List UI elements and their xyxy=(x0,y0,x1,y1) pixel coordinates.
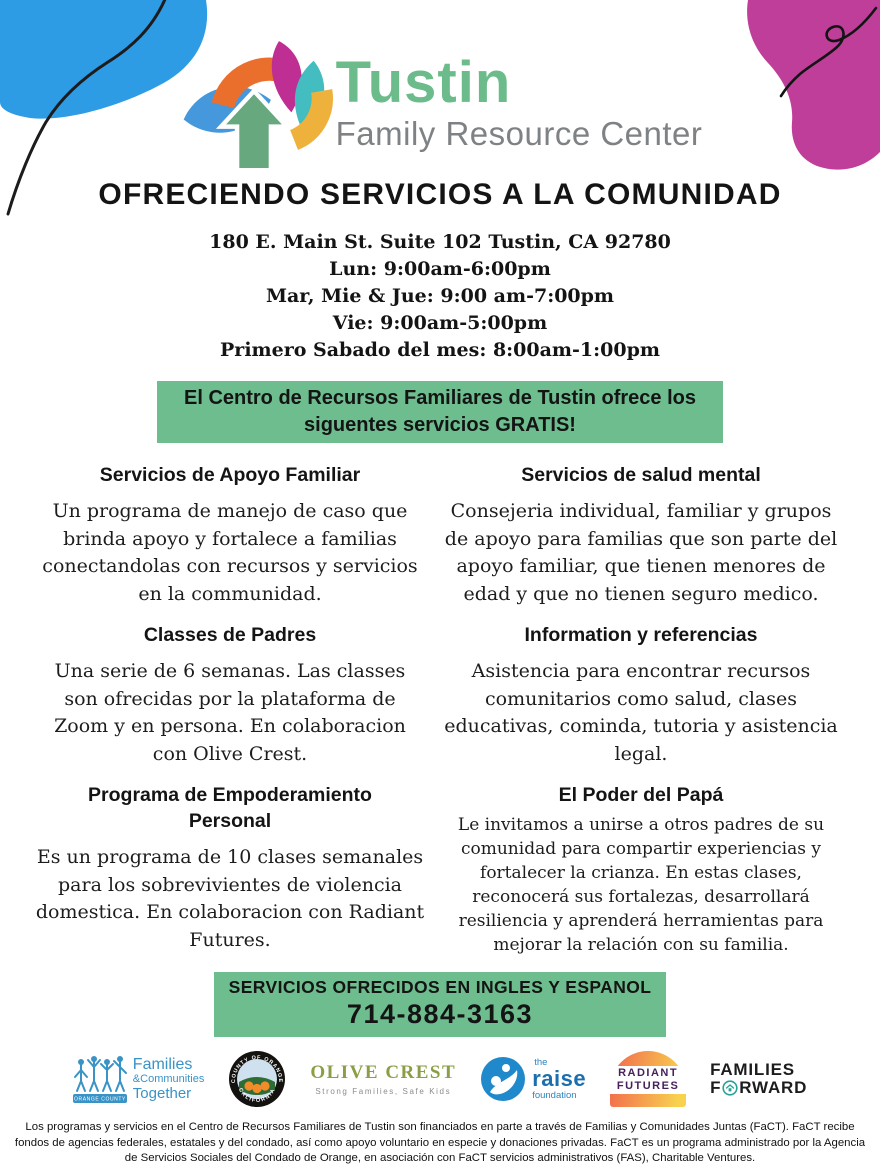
hours-line: Mar, Mie & Jue: 9:00 am-7:00pm xyxy=(265,285,615,307)
raise-foundation-logo xyxy=(480,1056,586,1102)
hours-line: Vie: 9:00am-5:00pm xyxy=(332,312,548,334)
families-forward-line2 xyxy=(710,1079,807,1097)
service-title: Information y referencias xyxy=(524,624,758,646)
service-description: Un programa de manejo de caso que brinda apoyo y fortalece a familias conectandolas con recursos y servicios en la communidad. xyxy=(42,500,418,605)
service-classes-de-padres xyxy=(29,615,431,775)
service-information-referencias xyxy=(431,615,851,775)
service-title: Servicios de salud mental xyxy=(521,464,761,486)
families-forward-line1: FAMILIES xyxy=(710,1060,795,1079)
families-forward-logo xyxy=(710,1061,807,1097)
fact-line2: &Communities xyxy=(132,1073,205,1085)
raise-foundation: foundation xyxy=(532,1089,577,1101)
free-services-banner: El Centro de Recursos Familiares de Tustin ofrece los siguentes servicios GRATIS! xyxy=(157,381,723,443)
seal-top-label: COUNTY OF ORANGE xyxy=(231,1054,284,1084)
service-description: Asistencia para encontrar recursos comunitarios como salud, clases educativas, cominda, tutoria y asistencia legal. xyxy=(444,660,838,765)
raise-the: the xyxy=(534,1057,548,1068)
fact-figures-icon xyxy=(73,1053,127,1105)
phone-number: 714-884-3163 xyxy=(346,999,534,1029)
brand-text xyxy=(335,49,703,153)
forward-start: F xyxy=(710,1078,722,1097)
service-empoderamiento-personal xyxy=(29,775,431,964)
radiant-wordmark xyxy=(610,1066,686,1094)
service-description: Es un programa de 10 clases semanales para los sobrevivientes de violencia domestica. En colaboracion con Radiant Futures. xyxy=(35,846,425,951)
radiant-futures-logo xyxy=(610,1051,686,1107)
fact-line1: Families xyxy=(132,1056,193,1073)
languages-phone-banner xyxy=(214,972,666,1037)
forward-end: RWARD xyxy=(739,1078,808,1097)
hours-line: Lun: 9:00am-6:00pm xyxy=(329,258,551,280)
fact-logo xyxy=(73,1053,205,1105)
raise-wordmark xyxy=(532,1058,586,1100)
fact-badge-label: ORANGE COUNTY xyxy=(73,1096,126,1103)
brand-subtitle: Family Resource Center xyxy=(335,114,703,152)
service-el-poder-del-papa xyxy=(431,775,851,964)
service-title: Servicios de Apoyo Familiar xyxy=(99,464,361,486)
olive-crest-logo xyxy=(310,1062,456,1096)
service-description: Consejeria individual, familiar y grupos de apoyo para familias que son parte del apoyo familiar, que tienen menores de edad y que no tienen seguro medico. xyxy=(444,500,838,605)
service-description: Le invitamos a unirse a otros padres de su comunidad para compartir experiencias y fortalecer la crianza. En estas clases, reconocerá sus fortalezas, desarrollará resiliencia y aprenderá herramientas para mejorar la relación con su familia. xyxy=(457,815,825,955)
service-salud-mental xyxy=(431,455,851,615)
page-title: OFRECIENDO SERVICIOS A LA COMUNIDAD xyxy=(98,178,782,211)
olive-crest-tagline: Strong Families, Safe Kids xyxy=(315,1087,452,1096)
contact-info xyxy=(0,229,880,364)
olive-crest-wordmark: OLIVE CREST xyxy=(310,1062,457,1083)
hours-line: Primero Sabado del mes: 8:00am-1:00pm xyxy=(220,339,660,361)
fact-wordmark xyxy=(133,1057,205,1101)
funding-disclaimer: Los programas y servicios en el Centro de Recursos Familiares de Tustin son financiados en parte a través de Familias y Comunidades Juntas (FaCT). FaCT recibe fondos de agencias federales, estatales y del condado, así como apoyo voluntario en especie y donaciones privadas. FaCT es un programa administrado por la Agencia de Servicios Sociales del Condado de Orange, en asociación con FaCT servicios administrativos (FAS), Charitable Ventures. xyxy=(14,1121,866,1164)
house-in-circle-icon xyxy=(722,1080,738,1096)
radiant-line1: RADIANT xyxy=(618,1067,679,1079)
partner-logos-row xyxy=(0,1047,880,1111)
service-description: Una serie de 6 semanas. Las classes son ofrecidas por la plataforma de Zoom y en persona. En colaboracion con Olive Crest. xyxy=(54,660,406,765)
languages-line: SERVICIOS OFRECIDOS EN INGLES Y ESPANOL xyxy=(228,977,652,997)
tustin-frc-pinwheel-logo-icon xyxy=(178,34,330,172)
service-apoyo-familiar xyxy=(29,455,431,615)
service-title: Classes de Padres xyxy=(143,624,317,646)
county-of-orange-seal xyxy=(228,1050,286,1108)
radiant-line2: FUTURES xyxy=(616,1080,680,1092)
fact-line3: Together xyxy=(132,1085,192,1102)
address-line: 180 E. Main St. Suite 102 Tustin, CA 92780 xyxy=(209,231,671,253)
brand-name: Tustin xyxy=(335,49,512,115)
header xyxy=(0,0,880,172)
raise-name: raise xyxy=(532,1065,587,1091)
raise-foundation-icon xyxy=(480,1056,526,1102)
seal-bottom-label: CALIFORNIA xyxy=(237,1087,278,1105)
service-title: Programa de Empoderamiento Personal xyxy=(88,784,372,832)
services-grid xyxy=(0,455,880,964)
service-title: El Poder del Papá xyxy=(558,784,724,806)
